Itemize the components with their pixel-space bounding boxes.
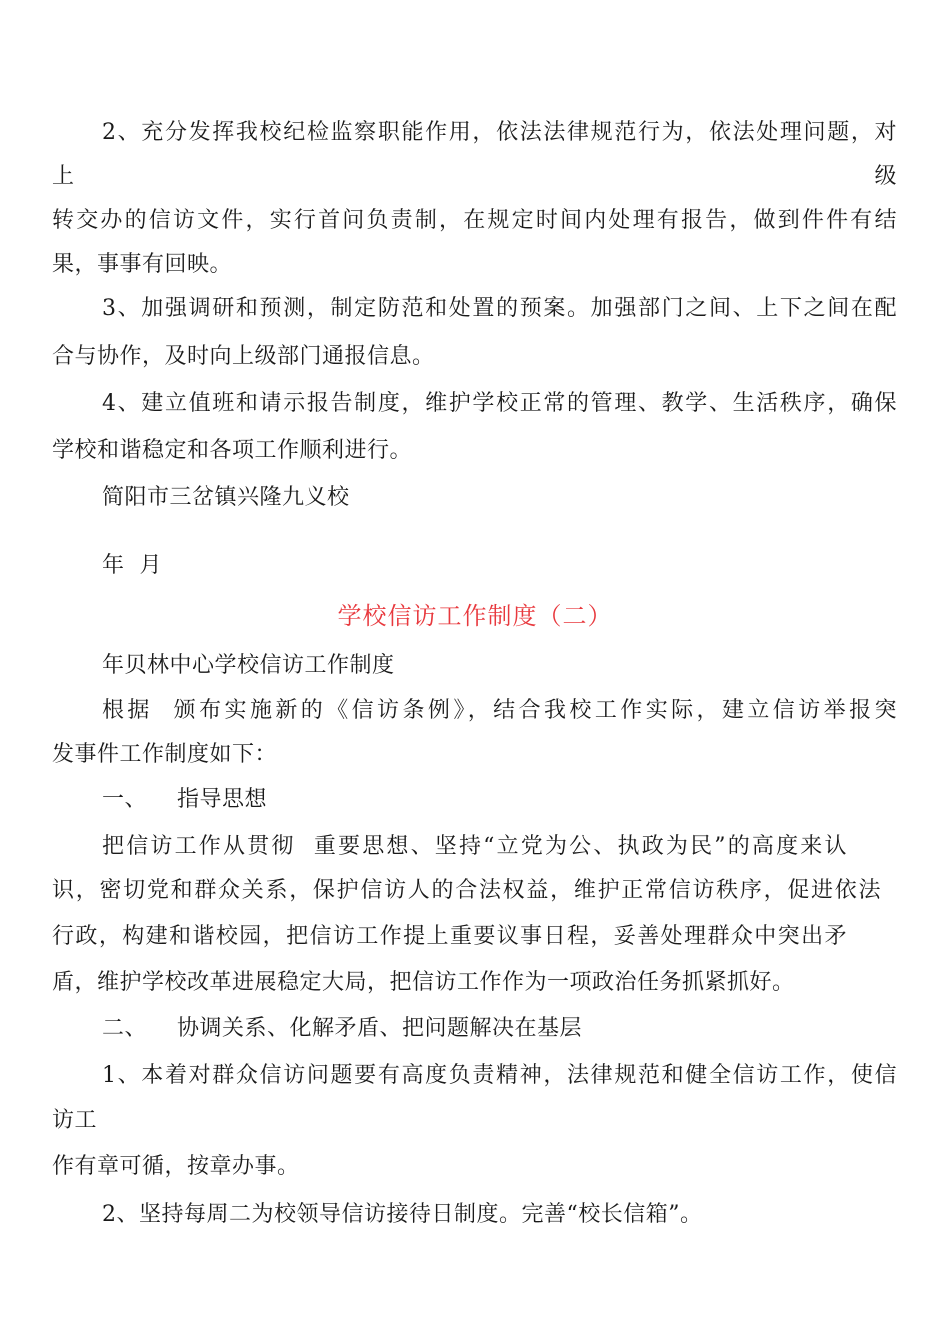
signature-date: 年 月	[102, 553, 162, 578]
paragraph-line: 转交办的信访文件，实行首问负责制，在规定时间内处理有报告，做到件件有结	[52, 208, 897, 233]
paragraph-line: 识，密切党和群众关系，保护信访人的合法权益，维护正常信访秩序，促进依法	[52, 878, 881, 903]
paragraph-line: 2、坚持每周二为校领导信访接待日制度。完善“校长信箱”。	[102, 1202, 703, 1227]
section-title: 学校信访工作制度（二）	[337, 602, 613, 630]
paragraph-line: 根据 颁布实施新的《信访条例》，结合我校工作实际，建立信访举报突	[102, 698, 897, 723]
line-start-char: 上	[52, 164, 75, 189]
section-heading: 一、 指导思想	[102, 787, 267, 812]
paragraph-line: 发事件工作制度如下：	[52, 742, 278, 767]
paragraph-line: 4、建立值班和请示报告制度，维护学校正常的管理、教学、生活秩序，确保	[102, 391, 897, 416]
paragraph-line: 盾，维护学校改革进展稳定大局，把信访工作作为一项政治任务抓紧抓好。	[52, 970, 795, 995]
paragraph-line: 合与协作，及时向上级部门通报信息。	[52, 344, 435, 369]
paragraph-line: 作有章可循，按章办事。	[52, 1154, 300, 1179]
paragraph-line-split	[52, 162, 897, 192]
paragraph-line: 行政，构建和谐校园，把信访工作提上重要议事日程，妥善处理群众中突出矛	[52, 924, 847, 949]
paragraph-line: 把信访工作从贯彻 重要思想、坚持“立党为公、执政为民”的高度来认	[102, 834, 847, 859]
paragraph-line: 访工	[52, 1108, 98, 1133]
paragraph-line: 果，事事有回映。	[52, 252, 233, 277]
document-subtitle: 年贝林中心学校信访工作制度	[102, 653, 395, 678]
paragraph-line: 3、加强调研和预测，制定防范和处置的预案。加强部门之间、上下之间在配	[102, 296, 897, 321]
paragraph-line: 2、充分发挥我校纪检监察职能作用，依法法律规范行为，依法处理问题，对	[102, 120, 897, 145]
paragraph-line: 学校和谐稳定和各项工作顺利进行。	[52, 438, 413, 463]
signature-school: 简阳市三岔镇兴隆九义校	[102, 485, 350, 510]
line-end-char: 级	[874, 164, 897, 189]
paragraph-line: 1、本着对群众信访问题要有高度负责精神，法律规范和健全信访工作，使信	[102, 1063, 897, 1088]
section-heading: 二、 协调关系、化解矛盾、把问题解决在基层	[102, 1016, 582, 1041]
